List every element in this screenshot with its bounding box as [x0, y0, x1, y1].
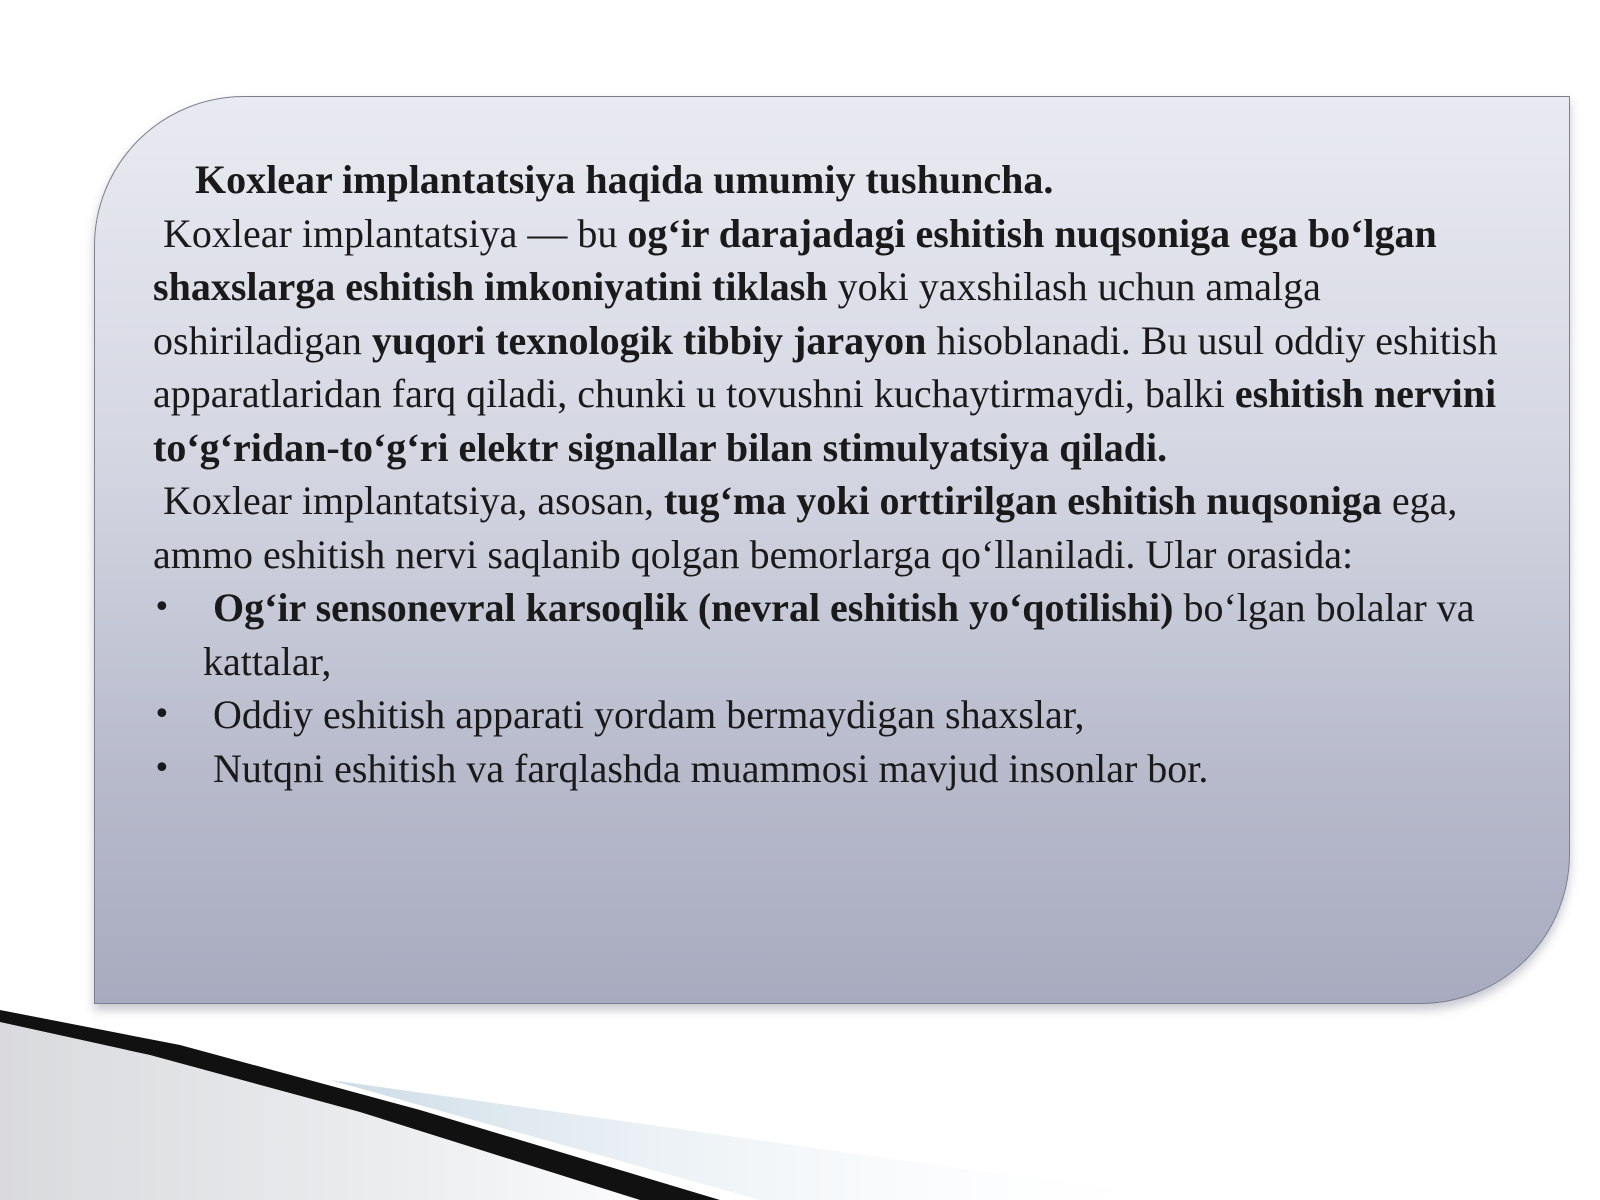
bullet-symbol: •: [153, 750, 171, 786]
paragraph-definition-text-1: Koxlear implantatsiya — bu: [163, 210, 628, 256]
bullet-symbol: •: [153, 590, 171, 625]
list-item: [153, 742, 1533, 796]
list-item-regular: Nutqni eshitish va farqlashda muammosi mavjud insonlar bor.: [213, 745, 1209, 791]
bullet-list: [153, 581, 1533, 795]
slide-text: [153, 153, 1533, 795]
list-item-text: [203, 585, 1474, 684]
list-item-regular: bo‘lgan bolalar va kattalar,: [203, 585, 1475, 684]
bullet-symbol: •: [153, 697, 171, 732]
paragraph-definition-text-3: hisoblanadi. Bu usul oddiy eshitish apparatlaridan farq qiladi, chunki u tovushni kuchaytirmaydi, balki: [153, 317, 1498, 416]
paragraph-indications: [153, 474, 1533, 581]
list-item-text: [203, 746, 1208, 791]
list-item: [153, 688, 1533, 742]
paragraph-definition-bold-3: eshitish nervini to‘g‘ridan-to‘g‘ri elektr signallar bilan stimulyatsiya qiladi.: [153, 371, 1497, 470]
paragraph-definition-bold-2: yuqori texnologik tibbiy jarayon: [371, 317, 927, 363]
list-item-text: [203, 692, 1085, 737]
list-item-regular: Oddiy eshitish apparati yordam bermaydigan shaxslar,: [213, 692, 1085, 737]
paragraph-indications-bold-1: tug‘ma yoki orttirilgan eshitish nuqsoniga: [663, 478, 1382, 523]
list-item-bold: Og‘ir sensonevral karsoqlik (nevral eshitish yo‘qotilishi): [213, 585, 1174, 630]
slide-heading: Koxlear implantatsiya haqida umumiy tushuncha.: [195, 157, 1054, 202]
content-panel: [94, 96, 1570, 1004]
paragraph-indications-text-2: ega, ammo eshitish nervi saqlanib qolgan bemorlarga qo‘llaniladi. Ular orasida:: [153, 478, 1458, 577]
list-item: [153, 581, 1533, 688]
paragraph-definition: [153, 207, 1533, 475]
paragraph-definition-bold-1: og‘ir darajadagi eshitish nuqsoniga ega bo‘lgan shaxslarga eshitish imkoniyatini tiklash: [153, 210, 1437, 309]
paragraph-indications-text-1: Koxlear implantatsiya, asosan,: [163, 478, 664, 523]
paragraph-definition-text-2: yoki yaxshilash uchun amalga oshiriladigan: [153, 264, 1321, 363]
